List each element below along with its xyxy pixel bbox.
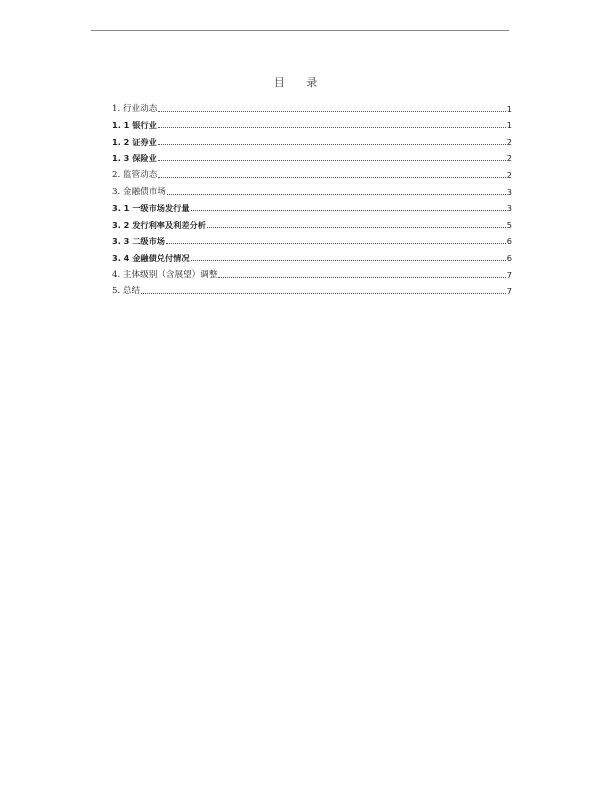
toc-dot-leader: [191, 260, 506, 261]
toc-entry[interactable]: [112, 230, 512, 247]
toc-entry-label: 5. 总结: [112, 286, 141, 297]
toc-page-number: 2: [506, 153, 512, 164]
toc-page-number: 6: [506, 252, 512, 263]
toc-dot-leader: [207, 227, 506, 228]
toc-page-number: 1: [506, 103, 512, 114]
toc-dot-leader: [158, 111, 505, 112]
toc-entry-label: 3. 2 发行利率及利差分析: [112, 219, 206, 230]
toc-entry[interactable]: [112, 246, 512, 263]
toc-entry-label: 3. 4 金融债兑付情况: [112, 252, 190, 263]
toc-entry[interactable]: [112, 213, 512, 230]
toc-entry-label: 2. 监管动态: [112, 169, 158, 180]
toc-entry[interactable]: [112, 280, 512, 297]
toc-page-number: 5: [506, 219, 512, 230]
toc-entry[interactable]: [112, 163, 512, 180]
toc-title: 目 录: [273, 76, 327, 89]
header-rule: [91, 30, 509, 31]
toc-page-number: 3: [506, 186, 512, 197]
toc-entry[interactable]: [112, 263, 512, 280]
toc-page-number: 3: [506, 203, 512, 214]
toc-entry[interactable]: [112, 130, 512, 147]
toc-dot-leader: [167, 194, 506, 195]
toc-dot-leader: [158, 177, 505, 178]
toc-entry[interactable]: [112, 147, 512, 164]
toc-entry[interactable]: [112, 114, 512, 131]
toc-entry-label: 3. 3 二级市场: [112, 236, 165, 247]
table-of-contents: [112, 97, 512, 296]
toc-dot-leader: [141, 293, 506, 294]
toc-entry-label: 1. 1 银行业: [112, 120, 157, 131]
toc-entry-label: 1. 3 保险业: [112, 153, 157, 164]
toc-entry-label: 3. 金融债市场: [112, 186, 166, 197]
toc-entry-label: 1. 2 证券业: [112, 136, 157, 147]
toc-entry[interactable]: [112, 197, 512, 214]
toc-dot-leader: [166, 243, 506, 244]
toc-entry-label: 4. 主体级别（含展望）调整: [112, 269, 218, 280]
toc-entry-label: 3. 1 一级市场发行量: [112, 203, 190, 214]
toc-page-number: 1: [506, 120, 512, 131]
toc-page-number: 7: [506, 269, 512, 280]
toc-page-number: 2: [506, 136, 512, 147]
toc-dot-leader: [158, 160, 506, 161]
toc-entry-label: 1. 行业动态: [112, 103, 158, 114]
toc-dot-leader: [191, 210, 506, 211]
toc-dot-leader: [158, 144, 506, 145]
toc-page-number: 6: [506, 236, 512, 247]
toc-page-number: 2: [506, 169, 512, 180]
toc-entry[interactable]: [112, 97, 512, 114]
toc-dot-leader: [218, 277, 505, 278]
toc-dot-leader: [158, 127, 506, 128]
toc-page-number: 7: [506, 286, 512, 297]
toc-entry[interactable]: [112, 180, 512, 197]
